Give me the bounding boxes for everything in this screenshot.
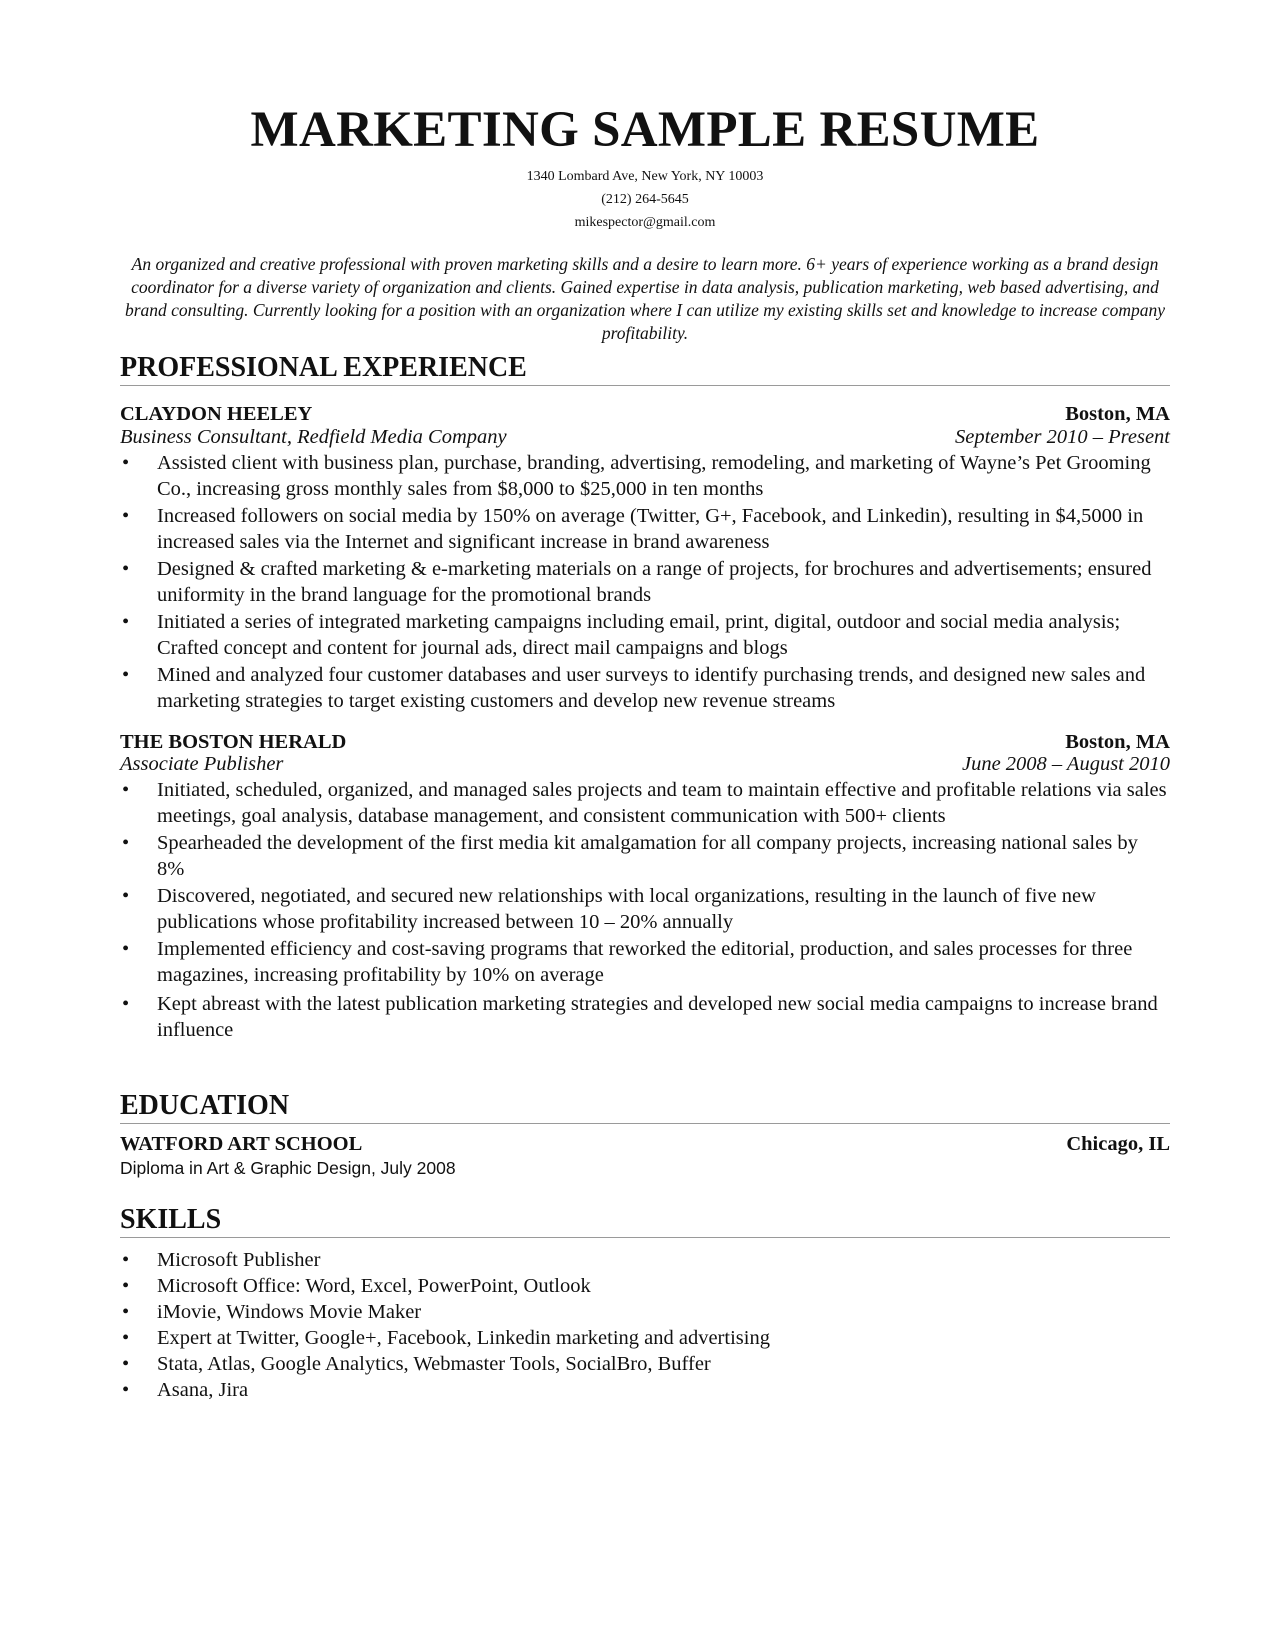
job-1-company: CLAYDON HEELEY — [120, 403, 313, 425]
skills-list — [120, 1247, 1170, 1403]
list-item: • Spearheaded the development of the first media kit amalgamation for all company projects, increasing national sales by 8% — [122, 832, 1138, 880]
skills-heading: SKILLS — [120, 1204, 1170, 1238]
contact-email: mikespector@gmail.com — [574, 215, 716, 230]
education-school: WATFORD ART SCHOOL — [120, 1133, 363, 1155]
list-item: • Initiated a series of integrated marketing campaigns including email, print, digital, outdoor and social media analysis; Crafted concept and content for journal ads, direct mail campaigns and blogs — [122, 611, 1121, 659]
list-item: • Increased followers on social media by 150% on average (Twitter, G+, Facebook, and Linkedin), resulting in $4,5000 in increased sales via the Internet and significant increase in brand awareness — [122, 505, 1144, 553]
job-1-location: Boston, MA — [1065, 403, 1170, 425]
list-item: • Designed & crafted marketing & e-marketing materials on a range of projects, for brochures and advertisements; ensured uniformity in the brand language for the promotional brands — [122, 558, 1152, 606]
resume-title: MARKETING SAMPLE RESUME — [250, 102, 1040, 158]
list-item: • Kept abreast with the latest publication marketing strategies and developed new social media campaigns to increase brand influence — [122, 993, 1158, 1041]
list-item: • Asana, Jira — [122, 1379, 249, 1401]
job-1-subheader — [120, 426, 1170, 449]
professional-summary: An organized and creative professional with proven marketing skills and a desire to learn more. 6+ years of experience working as a brand design coordinator for a diverse variety of organization and clients. Gained expertise in data analysis, publication marketing, web based advertising, and brand consulting. Currently looking for a position with an organization where I can utilize my existing skills set and knowledge to increase company profitability. — [124, 254, 1165, 343]
list-item: • Expert at Twitter, Google+, Facebook, Linkedin marketing and advertising — [122, 1327, 770, 1349]
experience-heading: PROFESSIONAL EXPERIENCE — [120, 352, 1170, 386]
job-2-role: Associate Publisher — [120, 753, 284, 775]
education-location: Chicago, IL — [1066, 1133, 1170, 1155]
job-2-bullets — [120, 777, 1170, 1044]
list-item: • Discovered, negotiated, and secured new relationships with local organizations, resulting in the launch of five new publications whose profitability increased between 10 – 20% annually — [122, 885, 1096, 933]
job-1-dates: September 2010 – Present — [954, 426, 1170, 448]
list-item: • Implemented efficiency and cost-saving programs that reworked the editorial, production, and sales processes for three magazines, increasing profitability by 10% on average — [122, 938, 1133, 986]
job-2-company: THE BOSTON HERALD — [120, 731, 347, 753]
list-item: • Microsoft Publisher — [122, 1249, 321, 1271]
job-1-header — [120, 403, 1170, 426]
education-diploma: Diploma in Art & Graphic Design, July 2008 — [120, 1158, 456, 1178]
job-2-location: Boston, MA — [1065, 731, 1170, 753]
education-header — [120, 1133, 1170, 1156]
job-1-role: Business Consultant, Redfield Media Company — [120, 426, 507, 448]
list-item: • Assisted client with business plan, purchase, branding, advertising, remodeling, and marketing of Wayne’s Pet Grooming Co., increasing gross monthly sales from $8,000 to $25,000 in ten months — [122, 452, 1151, 500]
job-2-dates: June 2008 – August 2010 — [961, 753, 1170, 775]
list-item: • Microsoft Office: Word, Excel, PowerPoint, Outlook — [122, 1275, 591, 1297]
contact-address: 1340 Lombard Ave, New York, NY 10003 — [526, 169, 764, 184]
job-2-header — [120, 731, 1170, 754]
list-item: • Stata, Atlas, Google Analytics, Webmaster Tools, SocialBro, Buffer — [122, 1353, 711, 1375]
job-2-subheader — [120, 753, 1170, 776]
contact-phone: (212) 264-5645 — [601, 192, 689, 207]
education-heading: EDUCATION — [120, 1090, 1170, 1124]
contact-block — [120, 165, 1170, 234]
list-item: • Mined and analyzed four customer databases and user surveys to identify purchasing trends, and designed new sales and marketing strategies to target existing customers and develop new revenue streams — [122, 664, 1146, 712]
job-1-bullets — [120, 450, 1170, 715]
list-item: • iMovie, Windows Movie Maker — [122, 1301, 422, 1323]
list-item: • Initiated, scheduled, organized, and managed sales projects and team to maintain effective and profitable relations via sales meetings, goal analysis, database management, and consistent communication with 500+ clients — [122, 779, 1167, 827]
